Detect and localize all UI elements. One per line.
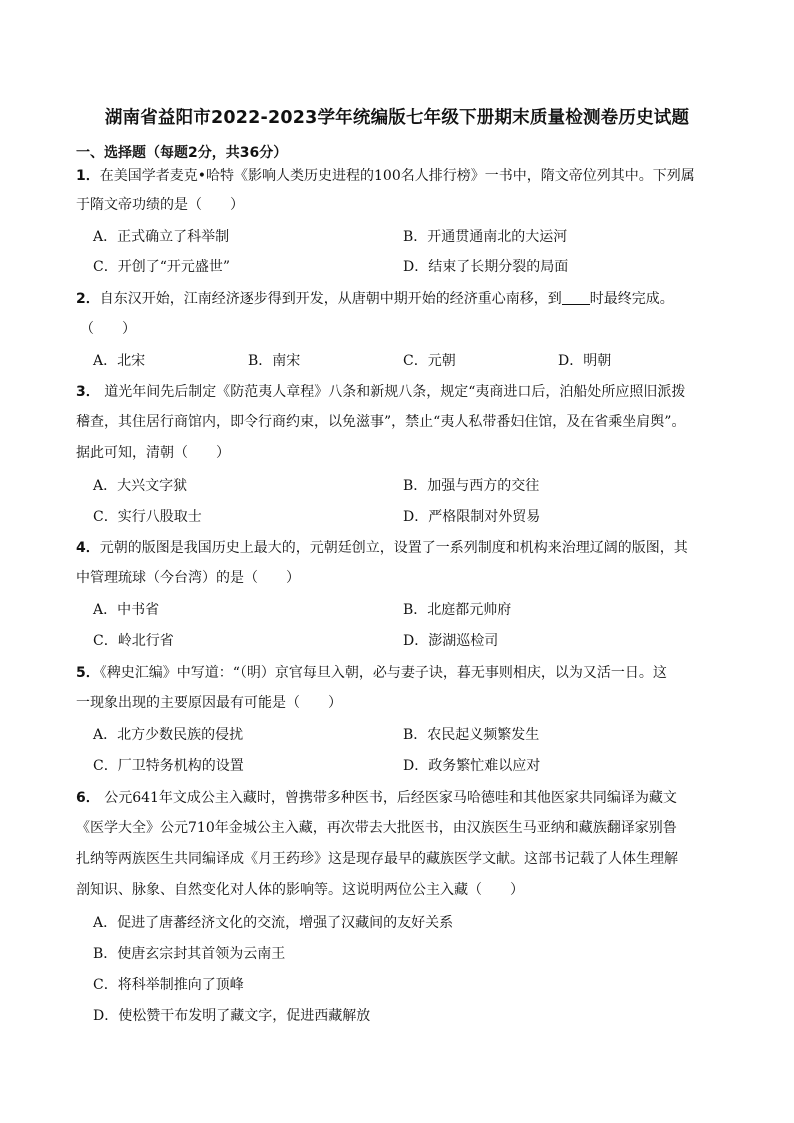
question-2-option-c: C．元朝 (403, 353, 456, 369)
question-1-line-1: 1．在美国学者麦克•哈特《影响人类历史进程的100名人排行榜》一书中，隋文帝位列其中。下列属 (76, 168, 695, 184)
question-3-line-1: 3． 道光年间先后制定《防范夷人章程》八条和新规八条，规定“夷商进口后，泊船处所应照旧派拨 (76, 384, 686, 400)
question-5-line-1: 5．《稗史汇编》中写道：“（明）京官每旦入朝，必与妻子诀，暮无事则相庆，以为又活一日。这 (76, 665, 667, 681)
question-4-option-a: A．中书省 (93, 602, 160, 618)
question-5-line-2: 一现象出现的主要原因最有可能是（ ） (76, 695, 342, 711)
question-2-line-2: （ ） (80, 321, 136, 337)
question-3-option-c: C．实行八股取士 (93, 509, 202, 525)
question-1-line-2: 于隋文帝功绩的是（ ） (76, 197, 244, 213)
question-4-number: 4． (76, 540, 100, 556)
question-6-option-b: B．使唐玄宗封其首领为云南王 (93, 946, 286, 962)
question-4-line-1: 4．元朝的版图是我国历史上最大的，元朝廷创立，设置了一系列制度和机构来治理辽阔的版图，其 (76, 540, 688, 556)
question-3-line-2: 稽查，其住居行商馆内，即令行商约束，以免滋事”，禁止“夷人私带番妇住馆，及在省乘坐肩舆”。 (76, 414, 686, 430)
question-6-line-1: 6． 公元641年文成公主入藏时，曾携带多种医书，后经医家马哈德哇和其他医家共同编译为藏文 (76, 790, 677, 806)
question-5-option-d: D．政务繁忙难以应对 (403, 758, 541, 774)
question-4-line-2: 中管理琉球（今台湾）的是（ ） (76, 570, 300, 586)
question-4-option-c: C．岭北行省 (93, 633, 174, 649)
section-heading: 一、选择题（每题2分，共36分） (76, 145, 288, 161)
question-1-option-d: D．结束了长期分裂的局面 (403, 259, 569, 275)
question-2-option-a: A．北宋 (93, 353, 146, 369)
answer-blank (562, 290, 590, 305)
question-6-option-c: C．将科举制推向了顶峰 (93, 977, 244, 993)
question-5-number: 5． (76, 665, 100, 681)
question-4-option-b: B．北庭都元帅府 (403, 602, 512, 618)
question-1-option-b: B．开通贯通南北的大运河 (403, 229, 568, 245)
question-2-option-b: B．南宋 (248, 353, 301, 369)
question-3-line-3: 据此可知，清朝（ ） (76, 445, 230, 461)
question-3-option-d: D．严格限制对外贸易 (403, 509, 541, 525)
question-1-number: 1． (76, 168, 100, 184)
question-4-option-d: D．澎湖巡检司 (403, 633, 499, 649)
question-2-option-d: D．明朝 (558, 353, 612, 369)
question-6-number: 6． (76, 790, 100, 806)
question-3-number: 3． (76, 384, 100, 400)
question-5-option-c: C．厂卫特务机构的设置 (93, 758, 244, 774)
question-6-option-d: D．使松赞干布发明了藏文字，促进西藏解放 (93, 1008, 371, 1024)
question-3-option-a: A．大兴文字狱 (93, 478, 188, 494)
question-6-line-2: 《医学大全》公元710年金城公主入藏，再次带去大批医书，由汉族医生马亚纳和藏族翻译家别鲁 (76, 820, 677, 836)
question-6-line-3: 扎纳等两族医生共同编译成《月王药珍》这是现存最早的藏族医学文献。这部书记载了人体生理解 (76, 851, 678, 867)
question-6-option-a: A．促进了唐蕃经济文化的交流，增强了汉藏间的友好关系 (93, 915, 454, 931)
question-2-line-1: 2．自东汉开始，江南经济逐步得到开发，从唐朝中期开始的经济重心南移，到 时最终完成。 (76, 291, 674, 307)
question-1-option-c: C．开创了“开元盛世” (93, 259, 231, 275)
exam-title: 湖南省益阳市2022-2023学年统编版七年级下册期末质量检测卷历史试题 (104, 108, 690, 128)
question-1-option-a: A．正式确立了科举制 (93, 229, 230, 245)
question-5-option-a: A．北方少数民族的侵扰 (93, 727, 244, 743)
question-6-line-4: 剖知识、脉象、自然变化对人体的影响等。这说明两位公主入藏（ ） (76, 882, 524, 898)
question-2-number: 2． (76, 291, 100, 307)
question-5-option-b: B．农民起义频繁发生 (403, 727, 540, 743)
question-3-option-b: B．加强与西方的交往 (403, 478, 540, 494)
